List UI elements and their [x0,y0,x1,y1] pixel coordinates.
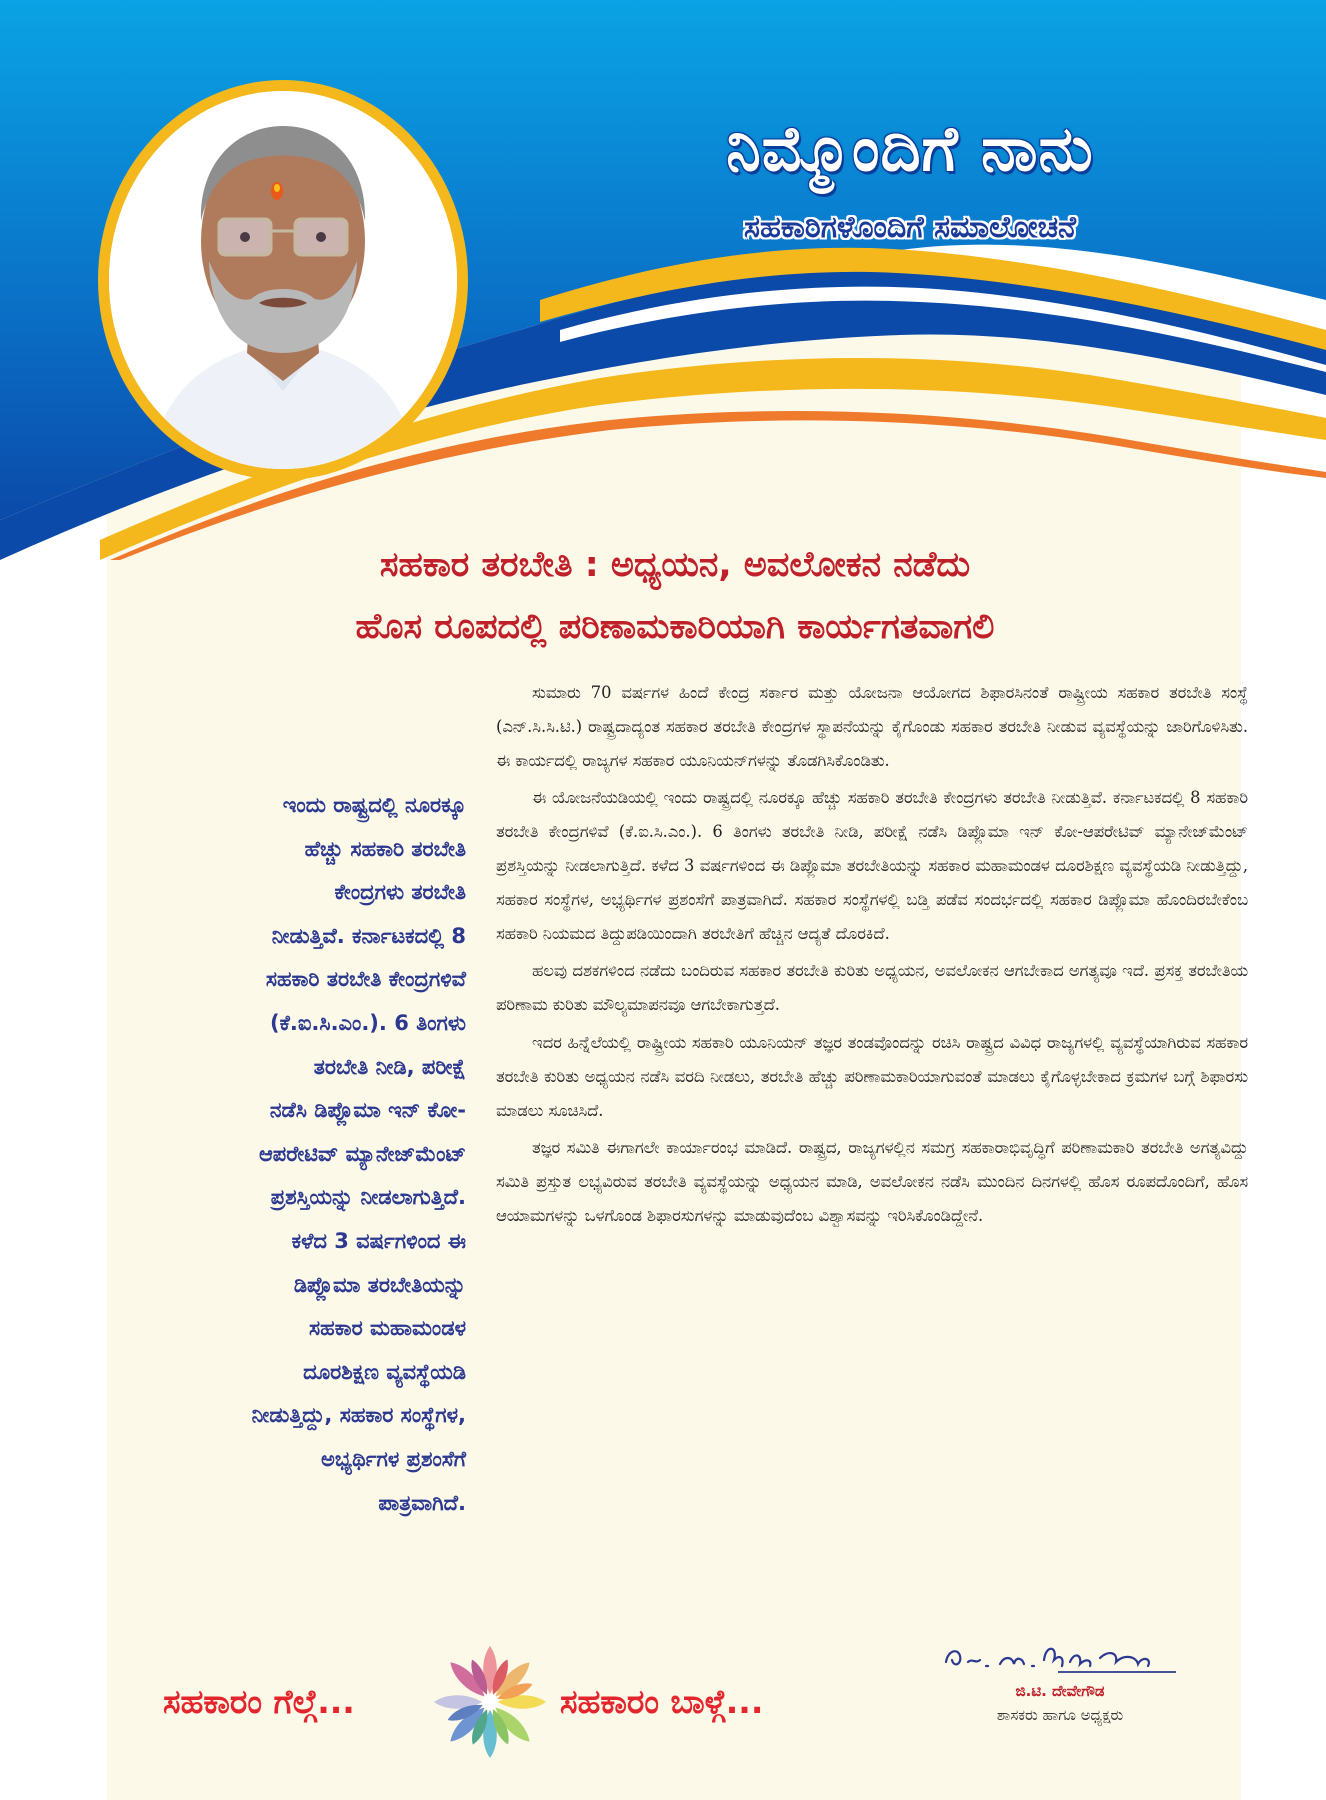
slogan-right: ಸಹಕಾರಂ ಬಾಳ್ಗೆ... [560,1682,764,1721]
pull-quote [150,784,466,1525]
signature-block [930,1636,1190,1724]
pull-quote-line: ಇಂದು ರಾಷ್ಟ್ರದಲ್ಲಿ ನೂರಕ್ಕೂ [282,793,466,817]
pull-quote-line: ಪಾತ್ರವಾಗಿದೆ. [378,1490,466,1515]
headline-line-2: ಹೊಸ ರೂಪದಲ್ಲಿ ಪರಿಣಾಮಕಾರಿಯಾಗಿ ಕಾರ್ಯಗತವಾಗಲಿ [355,607,995,647]
pull-quote-line: ನೀಡುತ್ತಿದ್ದು, ಸಹಕಾರ ಸಂಸ್ಥೆಗಳ, [251,1403,466,1428]
lotus-flower-icon [430,1642,550,1762]
article-paragraph: ಇದರ ಹಿನ್ನೆಲೆಯಲ್ಲಿ ರಾಷ್ಟ್ರೀಯ ಸಹಕಾರಿ ಯೂನಿಯನ್ ತಜ್ಞರ ತಂಡವೊಂದನ್ನು ರಚಿಸಿ ರಾಷ್ಟ್ರದ ವಿವಿಧ ರಾಜ್ಯಗಳಲ್ಲಿ ವ್ಯವಸ್ಥೆಯಾಗಿರುವ ಸಹಕಾರ ತರಬೇತಿ ಕುರಿತು ಅಧ್ಯಯನ ನಡೆಸಿ ವರದಿ ನೀಡಲು, ತರಬೇತಿ ಹೆಚ್ಚು ಪರಿಣಾಮಕಾರಿಯಾಗುವಂತೆ ಮಾಡಲು ಕೈಗೊಳ್ಳಬೇಕಾದ ಕ್ರಮಗಳ ಬಗ್ಗೆ ಶಿಫಾರಸು ಮಾಡಲು ಸೂಚಿಸಿದೆ. [496,1032,1248,1120]
slogan-left: ಸಹಕಾರಂ ಗೆಲ್ಗೆ... [163,1682,355,1721]
headline-line-1: ಸಹಕಾರ ತರಬೇತಿ : ಅಧ್ಯಯನ, ಅವಲೋಕನ ನಡೆದು [379,545,971,585]
pull-quote-line: ಸಹಕಾರ ಮಹಾಮಂಡಳ [309,1316,466,1341]
portrait-frame [98,80,468,480]
article-paragraph: ಹಲವು ದಶಕಗಳಿಂದ ನಡೆದು ಬಂದಿರುವ ಸಹಕಾರ ತರಬೇತಿ ಕುರಿತು ಅಧ್ಯಯನ, ಅವಲೋಕನ ಆಗಬೇಕಾದ ಅಗತ್ಯವೂ ಇದೆ. ಪ್ರಸಕ್ತ ತರಬೇತಿಯ ಪರಿಣಾಮ ಕುರಿತು ಮೌಲ್ಯಮಾಪನವೂ ಆಗಬೇಕಾಗುತ್ತದೆ. [496,961,1248,1015]
pull-quote-line: ನಡೆಸಿ ಡಿಪ್ಲೊಮಾ ಇನ್ ಕೋ- [269,1098,466,1123]
pull-quote-line: ಹೆಚ್ಚು ಸಹಕಾರಿ ತರಬೇತಿ [304,836,466,861]
article-paragraph: ಈ ಯೋಜನೆಯಡಿಯಲ್ಲಿ ಇಂದು ರಾಷ್ಟ್ರದಲ್ಲಿ ನೂರಕ್ಕೂ ಹೆಚ್ಚು ಸಹಕಾರಿ ತರಬೇತಿ ಕೇಂದ್ರಗಳು ತರಬೇತಿ ನೀಡುತ್ತಿವೆ. ಕರ್ನಾಟಕದಲ್ಲಿ 8 ಸಹಕಾರಿ ತರಬೇತಿ ಕೇಂದ್ರಗಳಿವೆ (ಕೆ.ಐ.ಸಿ.ಎಂ.). 6 ತಿಂಗಳು ತರಬೇತಿ ನೀಡಿ, ಪರೀಕ್ಷೆ ನಡೆಸಿ ಡಿಪ್ಲೊಮಾ ಇನ್ ಕೋ-ಆಪರೇಟಿವ್ ಮ್ಯಾನೇಜ್‌ಮೆಂಟ್ ಪ್ರಶಸ್ತಿಯನ್ನು ನೀಡಲಾಗುತ್ತಿದೆ. ಕಳೆದ 3 ವರ್ಷಗಳಿಂದ ಈ ಡಿಪ್ಲೊಮಾ ತರಬೇತಿಯನ್ನು ಸಹಕಾರ ಮಹಾಮಂಡಳ ದೂರಶಿಕ್ಷಣ ವ್ಯವಸ್ಥೆಯಡಿ ನೀಡುತ್ತಿದ್ದು, ಸಹಕಾರ ಸಂಸ್ಥೆಗಳ, ಅಭ್ಯರ್ಥಿಗಳ ಪ್ರಶಂಸೆಗೆ ಪಾತ್ರವಾಗಿದೆ. ಸಹಕಾರ ಸಂಸ್ಥೆಗಳಲ್ಲಿ ಬಡ್ತಿ ಪಡೆವ ಸಂದರ್ಭದಲ್ಲಿ ಸಹಕಾರ ಡಿಪ್ಲೊಮಾ ಹೊಂದಿರಬೇಕೆಂಬ ಸಹಕಾರಿ ನಿಯಮದ ತಿದ್ದುಪಡಿಯಿಂದಾಗಿ ತರಬೇತಿಗೆ ಹೆಚ್ಚಿನ ಆದ್ಯತೆ ದೊರಕಿದೆ. [496,788,1248,943]
pull-quote-line: ಸಹಕಾರಿ ತರಬೇತಿ ಕೇಂದ್ರಗಳಿವೆ [265,967,466,992]
article-body [496,676,1248,1237]
pull-quote-line: ಕಳೆದ 3 ವರ್ಷಗಳಿಂದ ಈ [291,1228,466,1253]
pull-quote-line: ಅಭ್ಯರ್ಥಿಗಳ ಪ್ರಶಂಸೆಗೆ [321,1446,466,1471]
pull-quote-line: ದೂರಶಿಕ್ಷಣ ವ್ಯವಸ್ಥೆಯಡಿ [303,1359,466,1384]
signer-name: ಜಿ.ಟಿ. ದೇವೇಗೌಡ [1015,1682,1105,1700]
person-portrait-icon [109,91,457,469]
article-headline [140,534,1210,658]
masthead-subtitle: ಸಹಕಾರಿಗಳೊಂದಿಗೆ ಸಮಾಲೋಚನೆ [744,210,1076,245]
article-paragraph: ಸುಮಾರು 70 ವರ್ಷಗಳ ಹಿಂದೆ ಕೇಂದ್ರ ಸರ್ಕಾರ ಮತ್ತು ಯೋಜನಾ ಆಯೋಗದ ಶಿಫಾರಸಿನಂತೆ ರಾಷ್ಟ್ರೀಯ ಸಹಕಾರ ತರಬೇತಿ ಸಂಸ್ಥೆ (ಎನ್.ಸಿ.ಸಿ.ಟಿ.) ರಾಷ್ಟ್ರದಾದ್ಯಂತ ಸಹಕಾರ ತರಬೇತಿ ಕೇಂದ್ರಗಳ ಸ್ಥಾಪನೆಯನ್ನು ಕೈಗೊಂಡು ಸಹಕಾರ ತರಬೇತಿ ನೀಡುವ ವ್ಯವಸ್ಥೆಯನ್ನು ಜಾರಿಗೊಳಿಸಿತು. ಈ ಕಾರ್ಯದಲ್ಲಿ ರಾಜ್ಯಗಳ ಸಹಕಾರ ಯೂನಿಯನ್‌ಗಳನ್ನು ತೊಡಗಿಸಿಕೊಂಡಿತು. [496,683,1248,770]
pull-quote-line: ಪ್ರಶಸ್ತಿಯನ್ನು ನೀಡಲಾಗುತ್ತಿದೆ. [270,1185,466,1210]
handwritten-signature-icon [940,1636,1180,1678]
portrait-photo [109,91,457,469]
pull-quote-line: ಆಪರೇಟಿವ್ ಮ್ಯಾನೇಜ್‌ಮೆಂಟ್ [258,1141,466,1166]
pull-quote-line: ಡಿಪ್ಲೊಮಾ ತರಬೇತಿಯನ್ನು [293,1272,466,1297]
article-paragraph: ತಜ್ಞರ ಸಮಿತಿ ಈಗಾಗಲೇ ಕಾರ್ಯಾರಂಭ ಮಾಡಿದೆ. ರಾಷ್ಟ್ರದ, ರಾಜ್ಯಗಳಲ್ಲಿನ ಸಮಗ್ರ ಸಹಕಾರಾಭಿವೃದ್ಧಿಗೆ ಪರಿಣಾಮಕಾರಿ ತರಬೇತಿ ಅಗತ್ಯವಿದ್ದು ಸಮಿತಿ ಪ್ರಸ್ತುತ ಲಭ್ಯವಿರುವ ತರಬೇತಿ ವ್ಯವಸ್ಥೆಯನ್ನು ಅಧ್ಯಯನ ಮಾಡಿ, ಅವಲೋಕನ ನಡೆಸಿ ಮುಂದಿನ ದಿನಗಳಲ್ಲಿ ಹೊಸ ರೂಪದೊಂದಿಗೆ, ಹೊಸ ಆಯಾಮಗಳನ್ನು ಒಳಗೊಂಡ ಶಿಫಾರಸುಗಳನ್ನು ಮಾಡುವುದೆಂಬ ವಿಶ್ವಾಸವನ್ನು ಇರಿಸಿಕೊಂಡಿದ್ದೇನೆ. [496,1138,1248,1225]
pull-quote-line: ಕೇಂದ್ರಗಳು ತರಬೇತಿ [334,880,466,905]
masthead-title: ನಿಮ್ಮೊಂದಿಗೆ ನಾನು [726,112,1094,185]
pull-quote-line: ತರಬೇತಿ ನೀಡಿ, ಪರೀಕ್ಷೆ [313,1054,466,1079]
signer-role: ಶಾಸಕರು ಹಾಗೂ ಅಧ್ಯಕ್ಷರು [996,1706,1124,1724]
pull-quote-line: ನೀಡುತ್ತಿವೆ. ಕರ್ನಾಟಕದಲ್ಲಿ 8 [271,923,466,948]
pull-quote-line: (ಕೆ.ಐ.ಸಿ.ಎಂ.). 6 ತಿಂಗಳು [269,1010,466,1035]
